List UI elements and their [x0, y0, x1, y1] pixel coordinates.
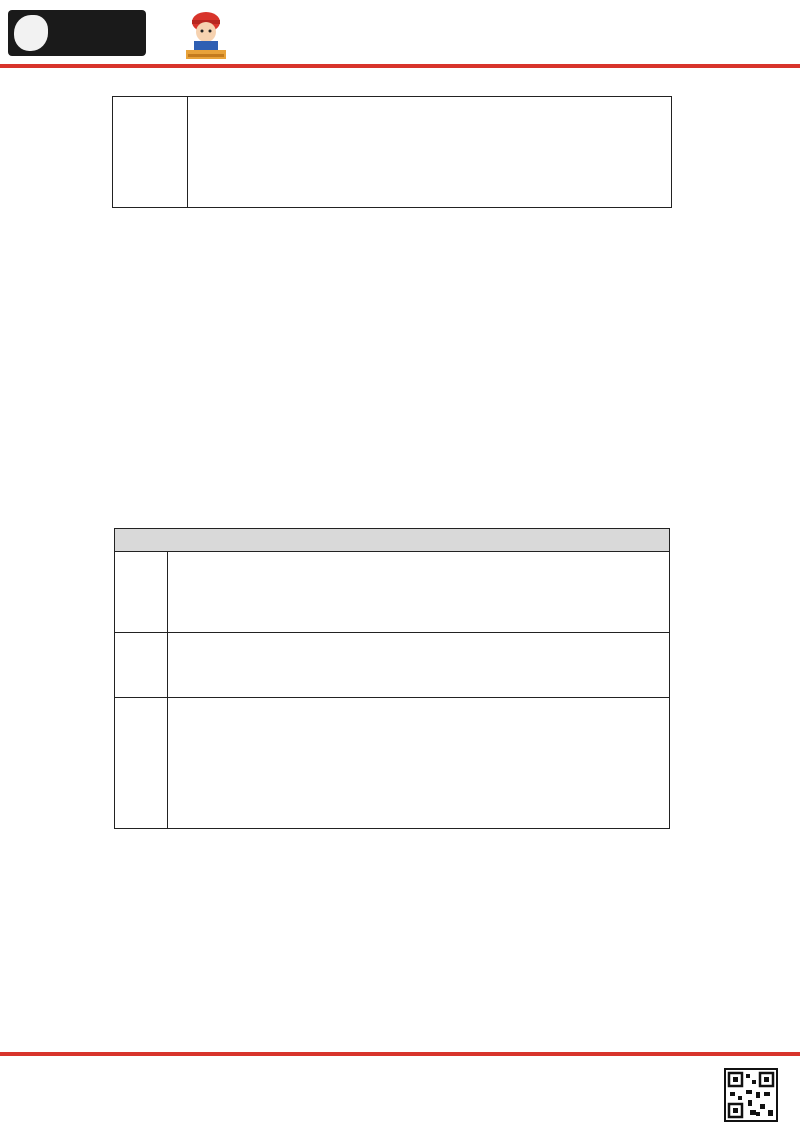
header-divider	[0, 64, 800, 68]
footer-divider	[0, 1052, 800, 1056]
seismic-table-content-cell	[188, 97, 672, 208]
accessibility-table-title	[115, 529, 670, 552]
brand-seal-icon	[14, 15, 48, 51]
row-label-duties	[115, 633, 168, 698]
seismic-table-label-cell	[113, 97, 188, 208]
row-content-basic	[168, 552, 670, 633]
qr-code-icon	[724, 1068, 778, 1122]
row-label-basic	[115, 552, 168, 633]
mascot-icon	[180, 8, 232, 62]
row-content-maintenance	[168, 698, 670, 829]
accessibility-table	[114, 528, 670, 829]
row-content-duties	[168, 633, 670, 698]
row-label-maintenance	[115, 698, 168, 829]
seismic-table	[112, 96, 672, 208]
